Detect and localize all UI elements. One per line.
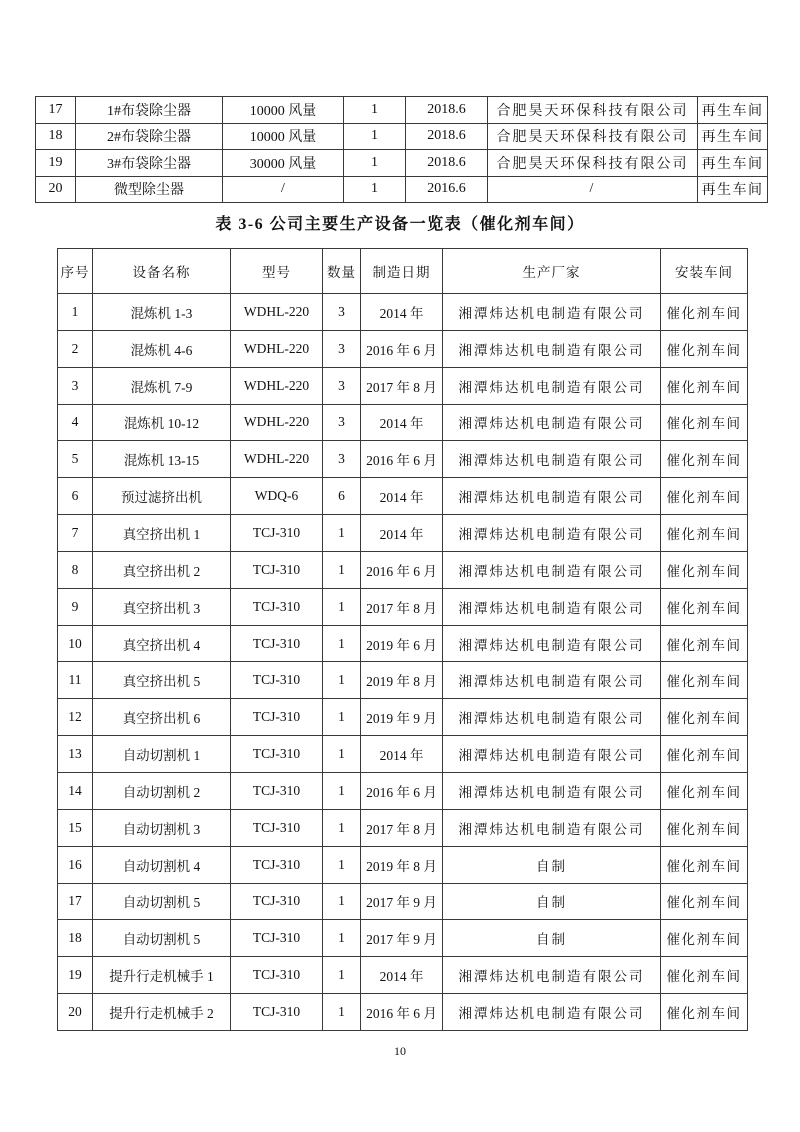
table-cell: 再生车间 — [698, 150, 768, 177]
table-cell: 15 — [58, 809, 93, 846]
table-cell: 催化剂车间 — [661, 330, 748, 367]
table-cell: 2017 年 8 月 — [361, 809, 443, 846]
table-cell: 催化剂车间 — [661, 957, 748, 994]
table-cell: 2#布袋除尘器 — [76, 123, 223, 150]
table-cell: 湘潭炜达机电制造有限公司 — [443, 441, 661, 478]
table-cell: 提升行走机械手 1 — [93, 957, 231, 994]
table-cell: 3 — [323, 294, 361, 331]
table-cell: 预过滤挤出机 — [93, 478, 231, 515]
table-cell: 2017 年 8 月 — [361, 588, 443, 625]
table-cell: 2016.6 — [406, 176, 488, 203]
catalyst-equipment-row — [58, 551, 748, 588]
table-cell: TCJ-310 — [231, 846, 323, 883]
table-cell: 湘潭炜达机电制造有限公司 — [443, 809, 661, 846]
equipment-table-regeneration-tail — [35, 96, 768, 203]
table-cell: 湘潭炜达机电制造有限公司 — [443, 772, 661, 809]
table-cell: 真空挤出机 4 — [93, 625, 231, 662]
table-cell: 2014 年 — [361, 736, 443, 773]
table-cell: 3 — [323, 330, 361, 367]
table-cell: 催化剂车间 — [661, 515, 748, 552]
table-cell: 9 — [58, 588, 93, 625]
table-cell: 湘潭炜达机电制造有限公司 — [443, 588, 661, 625]
table-cell: 湘潭炜达机电制造有限公司 — [443, 699, 661, 736]
column-header: 数量 — [323, 249, 361, 294]
catalyst-equipment-row — [58, 588, 748, 625]
table-cell: 2016 年 6 月 — [361, 772, 443, 809]
table-cell: 湘潭炜达机电制造有限公司 — [443, 330, 661, 367]
table-cell: 再生车间 — [698, 176, 768, 203]
table-cell: 19 — [58, 957, 93, 994]
table-cell: 10 — [58, 625, 93, 662]
table-cell: 催化剂车间 — [661, 478, 748, 515]
table-cell: 6 — [58, 478, 93, 515]
table-cell: TCJ-310 — [231, 736, 323, 773]
column-header: 设备名称 — [93, 249, 231, 294]
table-cell: / — [488, 176, 698, 203]
table-cell: 19 — [36, 150, 76, 177]
table-cell: 1 — [344, 150, 406, 177]
catalyst-equipment-row — [58, 846, 748, 883]
table-cell: 催化剂车间 — [661, 404, 748, 441]
table-cell: 1 — [323, 772, 361, 809]
table-cell: 1 — [323, 809, 361, 846]
table-cell: 20 — [36, 176, 76, 203]
table-cell: 1 — [323, 515, 361, 552]
table-cell: 湘潭炜达机电制造有限公司 — [443, 551, 661, 588]
table-cell: 混炼机 1-3 — [93, 294, 231, 331]
table-cell: 自动切割机 2 — [93, 772, 231, 809]
regen-equipment-row — [36, 150, 768, 177]
table-cell: 1 — [323, 920, 361, 957]
regen-equipment-row — [36, 176, 768, 203]
table-cell: 催化剂车间 — [661, 588, 748, 625]
table-cell: 3 — [58, 367, 93, 404]
catalyst-equipment-row — [58, 662, 748, 699]
catalyst-equipment-row — [58, 367, 748, 404]
table-cell: 13 — [58, 736, 93, 773]
table-cell: 湘潭炜达机电制造有限公司 — [443, 294, 661, 331]
table-cell: 1 — [323, 994, 361, 1031]
table-cell: 湘潭炜达机电制造有限公司 — [443, 404, 661, 441]
column-header: 型号 — [231, 249, 323, 294]
table-cell: 自制 — [443, 920, 661, 957]
table-cell: 湘潭炜达机电制造有限公司 — [443, 625, 661, 662]
table-cell: 催化剂车间 — [661, 367, 748, 404]
table-cell: TCJ-310 — [231, 809, 323, 846]
table-cell: 3 — [323, 441, 361, 478]
table-cell: 17 — [36, 97, 76, 124]
equipment-table-catalyst — [57, 248, 748, 1031]
table-cell: 2016 年 6 月 — [361, 330, 443, 367]
table-cell: 湘潭炜达机电制造有限公司 — [443, 736, 661, 773]
table-cell: 催化剂车间 — [661, 920, 748, 957]
table-cell: 合肥昊天环保科技有限公司 — [488, 150, 698, 177]
table-cell: 1 — [323, 625, 361, 662]
catalyst-equipment-row — [58, 515, 748, 552]
column-header: 制造日期 — [361, 249, 443, 294]
table-cell: 1 — [344, 123, 406, 150]
table-cell: 2019 年 6 月 — [361, 625, 443, 662]
catalyst-equipment-row — [58, 957, 748, 994]
table-cell: 混炼机 4-6 — [93, 330, 231, 367]
table-cell: 真空挤出机 2 — [93, 551, 231, 588]
table-cell: 2019 年 8 月 — [361, 846, 443, 883]
table-cell: 18 — [36, 123, 76, 150]
catalyst-equipment-row — [58, 699, 748, 736]
regen-equipment-row — [36, 123, 768, 150]
table-cell: 2017 年 9 月 — [361, 883, 443, 920]
table-cell: 催化剂车间 — [661, 846, 748, 883]
table-cell: 催化剂车间 — [661, 662, 748, 699]
table-cell: 真空挤出机 3 — [93, 588, 231, 625]
table-cell: 2019 年 8 月 — [361, 662, 443, 699]
column-header: 安装车间 — [661, 249, 748, 294]
table-cell: 1 — [344, 176, 406, 203]
column-header: 序号 — [58, 249, 93, 294]
catalyst-equipment-row — [58, 294, 748, 331]
table-cell: TCJ-310 — [231, 662, 323, 699]
table-cell: 14 — [58, 772, 93, 809]
table-cell: TCJ-310 — [231, 772, 323, 809]
table-cell: 4 — [58, 404, 93, 441]
table-cell: 微型除尘器 — [76, 176, 223, 203]
table-cell: TCJ-310 — [231, 957, 323, 994]
table-cell: 1 — [344, 97, 406, 124]
table-cell: TCJ-310 — [231, 920, 323, 957]
table-cell: 提升行走机械手 2 — [93, 994, 231, 1031]
catalyst-equipment-row — [58, 625, 748, 662]
table-cell: 2014 年 — [361, 404, 443, 441]
table-cell: 催化剂车间 — [661, 883, 748, 920]
table-cell: 催化剂车间 — [661, 699, 748, 736]
table-cell: 2018.6 — [406, 123, 488, 150]
table-cell: TCJ-310 — [231, 883, 323, 920]
table-cell: 2014 年 — [361, 957, 443, 994]
table-cell: 自动切割机 4 — [93, 846, 231, 883]
table-caption: 表 3-6 公司主要生产设备一览表（催化剂车间） — [215, 216, 585, 233]
table-cell: 16 — [58, 846, 93, 883]
table-cell: 催化剂车间 — [661, 294, 748, 331]
table-cell: 2 — [58, 330, 93, 367]
table-cell: 催化剂车间 — [661, 736, 748, 773]
table-cell: 1 — [323, 957, 361, 994]
table-cell: 2016 年 6 月 — [361, 994, 443, 1031]
table-cell: 8 — [58, 551, 93, 588]
table-cell: 10000 风量 — [223, 97, 344, 124]
table-cell: 再生车间 — [698, 123, 768, 150]
table-cell: 2016 年 6 月 — [361, 551, 443, 588]
table-cell: WDQ-6 — [231, 478, 323, 515]
table-cell: 真空挤出机 5 — [93, 662, 231, 699]
table-header-row — [58, 249, 748, 294]
table-cell: 1 — [323, 883, 361, 920]
table-cell: 合肥昊天环保科技有限公司 — [488, 123, 698, 150]
table-cell: 1 — [58, 294, 93, 331]
catalyst-equipment-row — [58, 883, 748, 920]
table-cell: 自制 — [443, 883, 661, 920]
table-cell: 催化剂车间 — [661, 625, 748, 662]
table-cell: 1#布袋除尘器 — [76, 97, 223, 124]
table-cell: 合肥昊天环保科技有限公司 — [488, 97, 698, 124]
table-cell: 再生车间 — [698, 97, 768, 124]
table-cell: 真空挤出机 1 — [93, 515, 231, 552]
table-cell: 真空挤出机 6 — [93, 699, 231, 736]
table-cell: 湘潭炜达机电制造有限公司 — [443, 957, 661, 994]
table-cell: 30000 风量 — [223, 150, 344, 177]
table-cell: 催化剂车间 — [661, 809, 748, 846]
table-cell: TCJ-310 — [231, 994, 323, 1031]
table-cell: 5 — [58, 441, 93, 478]
table-cell: WDHL-220 — [231, 441, 323, 478]
table-cell: WDHL-220 — [231, 367, 323, 404]
table-cell: TCJ-310 — [231, 551, 323, 588]
catalyst-equipment-row — [58, 809, 748, 846]
regen-equipment-row — [36, 97, 768, 124]
table-cell: 催化剂车间 — [661, 772, 748, 809]
table-cell: 3 — [323, 404, 361, 441]
table-cell: 1 — [323, 662, 361, 699]
table-cell: 17 — [58, 883, 93, 920]
table-cell: 湘潭炜达机电制造有限公司 — [443, 662, 661, 699]
table-cell: 1 — [323, 736, 361, 773]
page-number: 10 — [394, 1044, 406, 1058]
table-cell: TCJ-310 — [231, 625, 323, 662]
table-cell: 2014 年 — [361, 515, 443, 552]
table-cell: WDHL-220 — [231, 404, 323, 441]
catalyst-equipment-row — [58, 404, 748, 441]
table-cell: / — [223, 176, 344, 203]
table-cell: 2018.6 — [406, 150, 488, 177]
table-cell: 自动切割机 5 — [93, 883, 231, 920]
table-cell: TCJ-310 — [231, 588, 323, 625]
table-cell: 20 — [58, 994, 93, 1031]
catalyst-equipment-row — [58, 478, 748, 515]
table-cell: 6 — [323, 478, 361, 515]
catalyst-equipment-row — [58, 736, 748, 773]
catalyst-equipment-row — [58, 772, 748, 809]
catalyst-equipment-row — [58, 994, 748, 1031]
table-cell: 1 — [323, 588, 361, 625]
table-cell: 1 — [323, 699, 361, 736]
table-cell: 催化剂车间 — [661, 551, 748, 588]
table-cell: 自制 — [443, 846, 661, 883]
table-cell: 自动切割机 5 — [93, 920, 231, 957]
table-cell: 湘潭炜达机电制造有限公司 — [443, 994, 661, 1031]
table-cell: 1 — [323, 846, 361, 883]
table-cell: 3#布袋除尘器 — [76, 150, 223, 177]
table-cell: 1 — [323, 551, 361, 588]
table-cell: WDHL-220 — [231, 294, 323, 331]
table-cell: 2016 年 6 月 — [361, 441, 443, 478]
table-cell: 自动切割机 1 — [93, 736, 231, 773]
table-cell: 混炼机 10-12 — [93, 404, 231, 441]
table-cell: 混炼机 13-15 — [93, 441, 231, 478]
table-cell: 2014 年 — [361, 294, 443, 331]
table-cell: 催化剂车间 — [661, 441, 748, 478]
table-cell: 湘潭炜达机电制造有限公司 — [443, 478, 661, 515]
catalyst-equipment-row — [58, 441, 748, 478]
table-cell: 7 — [58, 515, 93, 552]
table-cell: 18 — [58, 920, 93, 957]
column-header: 生产厂家 — [443, 249, 661, 294]
table-cell: 2019 年 9 月 — [361, 699, 443, 736]
table-cell: 11 — [58, 662, 93, 699]
table-cell: 2018.6 — [406, 97, 488, 124]
table-cell: 3 — [323, 367, 361, 404]
table-cell: 2017 年 9 月 — [361, 920, 443, 957]
table-cell: 湘潭炜达机电制造有限公司 — [443, 515, 661, 552]
table-cell: 湘潭炜达机电制造有限公司 — [443, 367, 661, 404]
catalyst-equipment-row — [58, 330, 748, 367]
table-cell: 2017 年 8 月 — [361, 367, 443, 404]
table-cell: 催化剂车间 — [661, 994, 748, 1031]
table-cell: 10000 风量 — [223, 123, 344, 150]
table-cell: 自动切割机 3 — [93, 809, 231, 846]
catalyst-equipment-row — [58, 920, 748, 957]
table-cell: 2014 年 — [361, 478, 443, 515]
table-cell: TCJ-310 — [231, 515, 323, 552]
table-cell: 混炼机 7-9 — [93, 367, 231, 404]
table-cell: WDHL-220 — [231, 330, 323, 367]
table-cell: TCJ-310 — [231, 699, 323, 736]
table-cell: 12 — [58, 699, 93, 736]
